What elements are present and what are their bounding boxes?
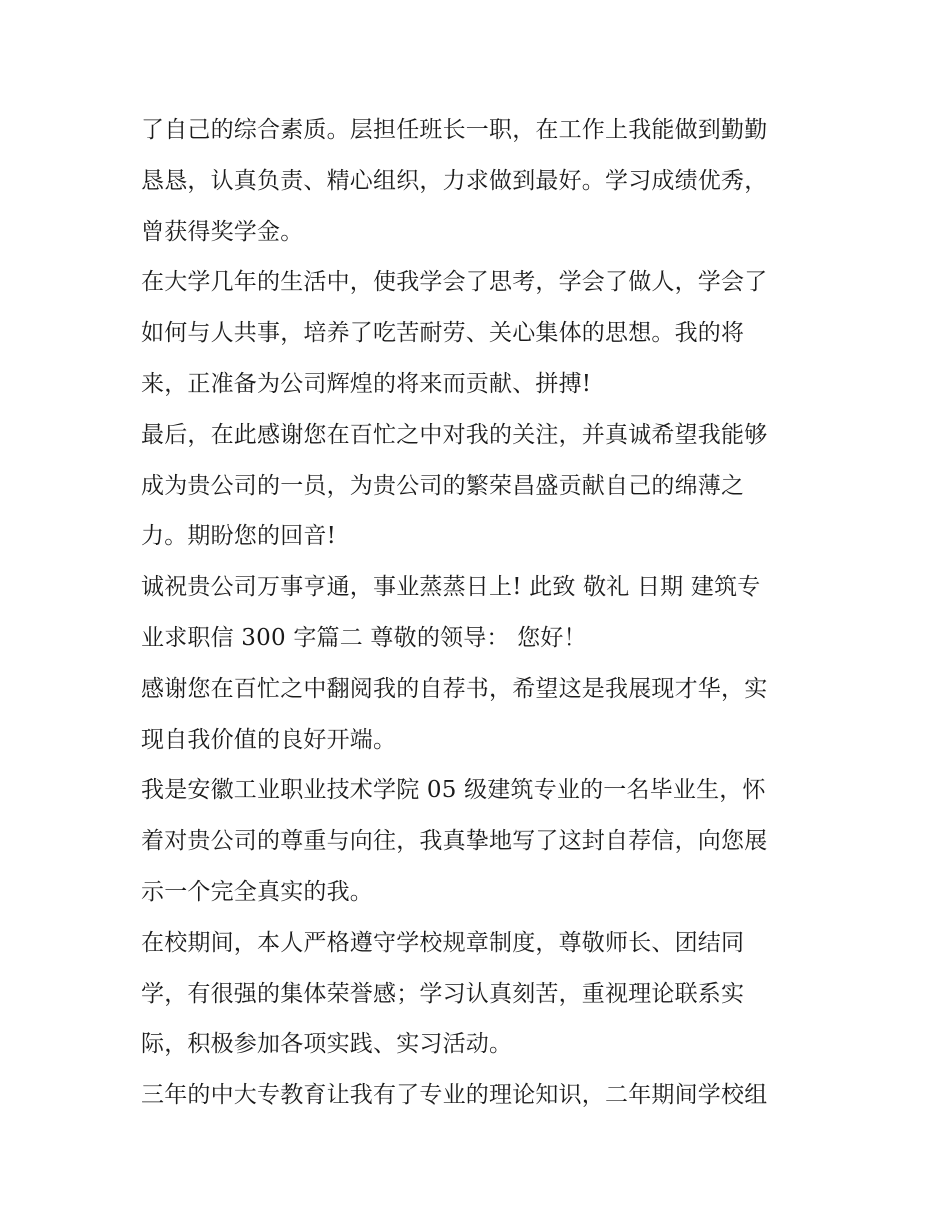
text-line: 在大学几年的生活中，使我学会了思考，学会了做人，学会了 [141,269,768,296]
text-line: 力。期盼您的回音! [141,523,337,550]
document-body [141,105,813,1121]
text-line: 最后，在此感谢您在百忙之中对我的关注，并真诚希望我能够 [141,421,768,448]
text-line: 业求职信 300 字篇二 尊敬的领导： 您好！ [141,624,587,651]
text-line: 来，正准备为公司辉煌的将来而贡献、拼搏! [141,370,592,397]
text-line: 际，积极参加各项实践、实习活动。 [141,1031,513,1058]
text-line: 示一个完全真实的我。 [141,878,373,905]
text-line: 恳恳，认真负责、精心组织，力求做到最好。学习成绩优秀， [141,167,768,194]
text-line: 我是安徽工业职业技术学院 05 级建筑专业的一名毕业生，怀 [141,777,766,804]
text-line: 了自己的综合素质。层担任班长一职，在工作上我能做到勤勤 [141,117,768,143]
text-line: 如何与人共事，培养了吃苦耐劳、关心集体的思想。我的将 [141,320,745,347]
text-line: 成为贵公司的一员，为贵公司的繁荣昌盛贡献自己的绵薄之 [141,472,745,499]
text-line: 着对贵公司的尊重与向往，我真挚地写了这封自荐信，向您展 [141,828,768,855]
text-line: 在校期间，本人严格遵守学校规章制度，尊敬师长、团结同 [141,929,745,956]
text-line: 学，有很强的集体荣誉感；学习认真刻苦，重视理论联系实 [141,980,745,1007]
text-line: 曾获得奖学金。 [141,218,304,245]
text-line: 现自我价值的良好开端。 [141,726,397,753]
text-line: 诚祝贵公司万事亨通，事业蒸蒸日上! 此致 敬礼 日期 建筑专 [141,574,761,601]
text-line: 三年的中大专教育让我有了专业的理论知识，二年期间学校组 [141,1082,768,1109]
text-line: 感谢您在百忙之中翻阅我的自荐书，希望这是我展现才华，实 [141,675,768,702]
